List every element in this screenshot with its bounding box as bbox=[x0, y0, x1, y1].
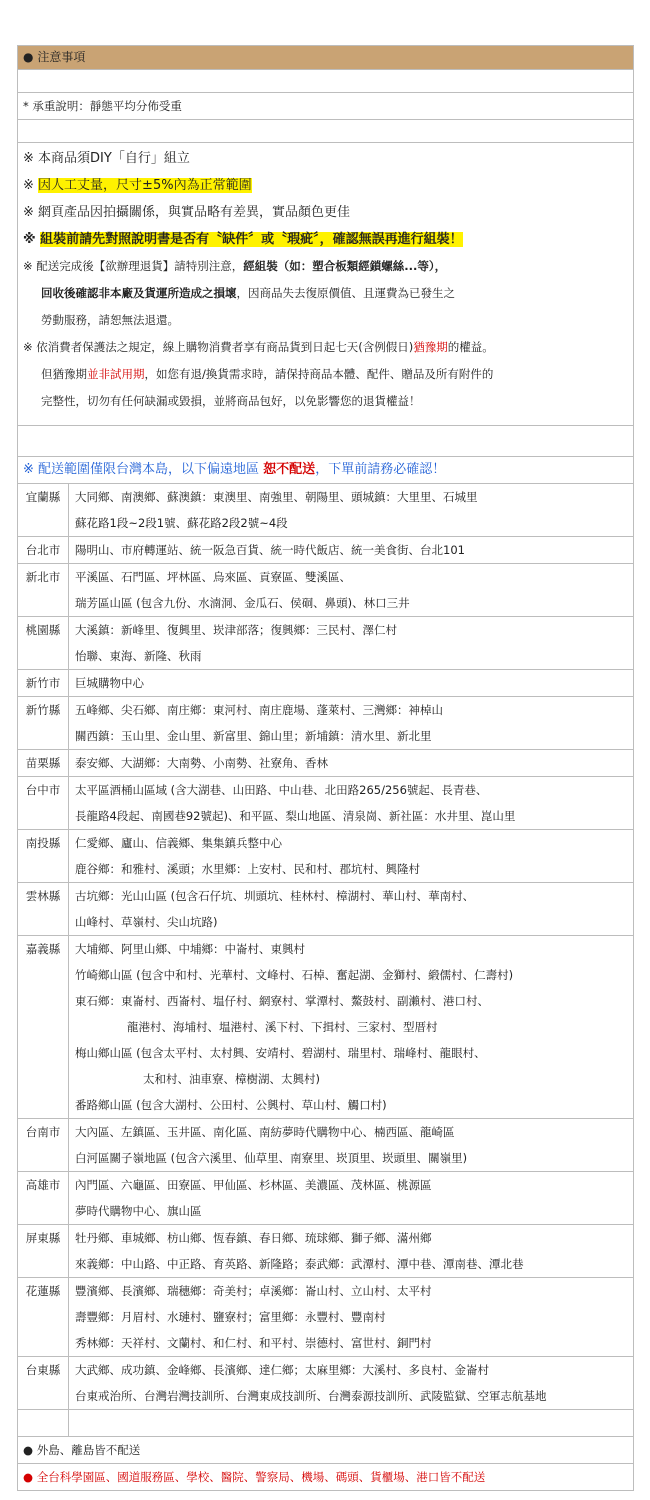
region-areas bbox=[69, 484, 634, 537]
region-area-line: 關西鎮：玉山里、金山里、新富里、錦山里；新埔鎮：清水里、新北里 bbox=[75, 729, 432, 743]
region-name: 新北市 bbox=[18, 564, 69, 617]
notes-row bbox=[18, 143, 634, 426]
region-row bbox=[18, 1225, 634, 1278]
region-area-line: 大埔鄉、阿里山鄉、中埔鄉：中崙村、東興村 bbox=[75, 942, 305, 956]
region-row bbox=[18, 617, 634, 670]
notice-panel bbox=[17, 45, 633, 1491]
region-area-line: 陽明山、市府轉運站、統一阪急百貨、統一時代飯店、統一美食街、台北101 bbox=[75, 543, 465, 557]
region-areas bbox=[69, 830, 634, 883]
region-areas bbox=[69, 1172, 634, 1225]
region-area-line: 東石鄉：東崙村、西崙村、塭仔村、網寮村、掌潭村、鰲鼓村、副瀨村、港口村、 bbox=[75, 994, 489, 1008]
region-name: 新竹縣 bbox=[18, 697, 69, 750]
region-name: 花蓮縣 bbox=[18, 1278, 69, 1357]
remote-regions bbox=[18, 484, 634, 1410]
notice-header bbox=[18, 46, 634, 70]
region-row bbox=[18, 750, 634, 777]
region-row bbox=[18, 883, 634, 936]
region-name: 桃園縣 bbox=[18, 617, 69, 670]
reference-mark-icon: ※ bbox=[23, 232, 36, 247]
note-diy: ※ 本商品須DIY「自行」組立 bbox=[23, 151, 190, 166]
notice-title: 注意事項 bbox=[37, 50, 86, 64]
region-name: 台中市 bbox=[18, 777, 69, 830]
region-row bbox=[18, 697, 634, 750]
note-return: ※ 配送完成後【欲辦理退貨】請特別注意，經組裝（如：塑合板類經鎖螺絲...等）， bbox=[23, 259, 447, 273]
region-row bbox=[18, 936, 634, 1119]
check-before-assembly-highlight: 組裝前請先對照說明書是否有〝缺件〞或〝瑕疵〞，確認無誤再進行組裝！ bbox=[40, 232, 463, 247]
delivery-range-note: ※ 配送範圍僅限台灣本島，以下偏遠地區 恕不配送，下單前請務必確認！ bbox=[18, 457, 634, 484]
note-return-cont: 回收後確認非本廠及貨運所造成之損壞，因商品失去復原價值、且運費為已發生之 bbox=[41, 286, 455, 300]
region-area-line: 台東戒治所、台灣岩灣技訓所、台灣東成技訓所、台灣泰源技訓所、武陵監獄、空軍志航基地 bbox=[75, 1389, 547, 1403]
region-name: 南投縣 bbox=[18, 830, 69, 883]
size-tolerance-highlight: 因人工丈量，尺寸±5%內為正常範圍 bbox=[38, 178, 252, 193]
region-area-line: 怡聯、東海、新隆、秋雨 bbox=[75, 649, 202, 663]
region-name: 屏東縣 bbox=[18, 1225, 69, 1278]
spacer-row bbox=[18, 120, 634, 143]
region-name: 雲林縣 bbox=[18, 883, 69, 936]
region-row bbox=[18, 564, 634, 617]
region-name: 嘉義縣 bbox=[18, 936, 69, 1119]
region-area-line: 五峰鄉、尖石鄉、南庄鄉：東河村、南庄鹿場、蓬萊村、三灣鄉：神棹山 bbox=[75, 703, 443, 717]
region-row bbox=[18, 830, 634, 883]
bearing-note: * 承重說明：靜態平均分佈受重 bbox=[18, 93, 634, 120]
notes-block bbox=[18, 143, 634, 426]
region-area-line: 仁愛鄉、廬山、信義鄉、集集鎮兵整中心 bbox=[75, 836, 282, 850]
islands-row bbox=[18, 1437, 634, 1464]
region-area-line: 龍港村、海埔村、塭港村、溪下村、下揖村、三家村、型厝村 bbox=[127, 1020, 438, 1034]
region-name: 台東縣 bbox=[18, 1357, 69, 1410]
region-area-line: 大溪鎮：新峰里、復興里、崁津部落；復興鄉：三民村、澤仁村 bbox=[75, 623, 397, 637]
region-name: 台北市 bbox=[18, 537, 69, 564]
region-area-line: 泰安鄉、大湖鄉：大南勢、小南勢、社寮角、香林 bbox=[75, 756, 328, 770]
spacer-row bbox=[18, 70, 634, 93]
region-area-line: 梅山鄉山區 (包含太平村、太村興、安靖村、碧湖村、瑞里村、瑞峰村、龍眼村、 bbox=[75, 1046, 486, 1060]
bullet-icon: ● bbox=[23, 1470, 34, 1484]
region-areas bbox=[69, 1119, 634, 1172]
region-name: 台南市 bbox=[18, 1119, 69, 1172]
region-areas bbox=[69, 617, 634, 670]
note-law-cont: 但猶豫期並非試用期，如您有退/換貨需求時，請保持商品本體、配件、贈品及所有附件的 bbox=[41, 367, 494, 381]
region-area-line: 大武鄉、成功鎮、金峰鄉、長濱鄉、達仁鄉；太麻里鄉：大溪村、多良村、金崙村 bbox=[75, 1363, 489, 1377]
region-name: 新竹市 bbox=[18, 670, 69, 697]
notice-table bbox=[17, 45, 634, 1491]
region-area-line: 太平區酒桶山區域 (含大湖巷、山田路、中山巷、北田路265/256號起、長青巷、 bbox=[75, 783, 488, 797]
region-row bbox=[18, 1172, 634, 1225]
region-areas bbox=[69, 750, 634, 777]
region-row bbox=[18, 670, 634, 697]
region-name: 宜蘭縣 bbox=[18, 484, 69, 537]
region-area-line: 白河區關子嶺地區 (包含六溪里、仙草里、南寮里、崁頂里、崁頭里、關嶺里) bbox=[75, 1151, 468, 1165]
region-area-line: 秀林鄉：天祥村、文蘭村、和仁村、和平村、崇德村、富世村、銅門村 bbox=[75, 1336, 432, 1350]
region-row bbox=[18, 1357, 634, 1410]
region-area-line: 蘇花路1段~2段1號、蘇花路2段2號~4段 bbox=[75, 516, 288, 530]
region-areas bbox=[69, 564, 634, 617]
region-area-line: 大同鄉、南澳鄉、蘇澳鎮：東澳里、南強里、朝陽里、頭城鎮：大里里、石城里 bbox=[75, 490, 478, 504]
region-row bbox=[18, 777, 634, 830]
reference-mark-icon: ※ bbox=[23, 340, 33, 354]
note-return-end: 勞動服務，請恕無法退還。 bbox=[41, 313, 179, 327]
region-area-line: 牡丹鄉、車城鄉、枋山鄉、恆春鎮、春日鄉、琉球鄉、獅子鄉、滿州鄉 bbox=[75, 1231, 432, 1245]
no-delivery-label: 恕不配送 bbox=[263, 462, 316, 477]
region-row bbox=[18, 537, 634, 564]
bullet-icon: ● bbox=[23, 1443, 34, 1457]
cooling-off-period: 猶豫期 bbox=[413, 340, 448, 354]
reference-mark-icon: ※ bbox=[23, 205, 34, 220]
note-law: ※ 依消費者保護法之規定，線上購物消費者享有商品貨到日起七天(含例假日)猶豫期的權益。 bbox=[23, 340, 494, 354]
region-area-line: 夢時代購物中心、旗山區 bbox=[75, 1204, 202, 1218]
region-areas bbox=[69, 936, 634, 1119]
note-size bbox=[23, 172, 628, 199]
region-area-line: 竹崎鄉山區 (包含中和村、光華村、文峰村、石棹、奮起湖、金獅村、緞儒村、仁壽村) bbox=[75, 968, 514, 982]
region-area-line: 古坑鄉：光山山區 (包含石仔坑、圳頭坑、桂林村、樟湖村、華山村、華南村、 bbox=[75, 889, 475, 903]
spacer-row bbox=[18, 1410, 634, 1437]
note-color: ※ 網頁產品因拍攝關係，與實品略有差異，實品顏色更佳 bbox=[23, 205, 351, 220]
islands-note: ● 外島、離島皆不配送 bbox=[18, 1437, 634, 1464]
region-area-line: 豐濱鄉、長濱鄉、瑞穗鄉：奇美村；卓溪鄉：崙山村、立山村、太平村 bbox=[75, 1284, 432, 1298]
reference-mark-icon: ※ bbox=[23, 259, 33, 273]
region-area-line: 平溪區、石門區、坪林區、烏來區、貢寮區、雙溪區、 bbox=[75, 570, 351, 584]
region-area-line: 番路鄉山區 (包含大湖村、公田村、公興村、草山村、觸口村) bbox=[75, 1098, 387, 1112]
region-row bbox=[18, 1119, 634, 1172]
region-area-line: 內門區、六龜區、田寮區、甲仙區、杉林區、美濃區、茂林區、桃源區 bbox=[75, 1178, 432, 1192]
note-law-end: 完整性，切勿有任何缺漏或毀損，並將商品包好，以免影響您的退貨權益！ bbox=[41, 394, 421, 408]
spacer-row bbox=[18, 426, 634, 457]
region-areas bbox=[69, 1357, 634, 1410]
bearing-row bbox=[18, 93, 634, 120]
region-areas bbox=[69, 670, 634, 697]
region-area-line: 長龍路4段起、南國巷92號起)、和平區、梨山地區、清泉崗、新社區：水井里、崑山里 bbox=[75, 809, 516, 823]
notice-header-row bbox=[18, 46, 634, 70]
reference-mark-icon: ※ bbox=[23, 178, 34, 193]
region-row bbox=[18, 484, 634, 537]
region-areas bbox=[69, 1278, 634, 1357]
region-row bbox=[18, 1278, 634, 1357]
region-area-line: 巨城購物中心 bbox=[75, 676, 144, 690]
delivery-row bbox=[18, 457, 634, 484]
region-area-line: 鹿谷鄉：和雅村、溪頭；水里鄉：上安村、民和村、郡坑村、興隆村 bbox=[75, 862, 420, 876]
region-areas bbox=[69, 883, 634, 936]
region-areas bbox=[69, 697, 634, 750]
region-areas bbox=[69, 1225, 634, 1278]
region-area-line: 瑞芳區山區 (包含九份、水湳洞、金瓜石、侯硐、鼻頭)、林口三井 bbox=[75, 596, 410, 610]
region-area-line: 壽豐鄉：月眉村、水璉村、鹽寮村；富里鄉：永豐村、豐南村 bbox=[75, 1310, 386, 1324]
not-trial-period: 並非試用期 bbox=[87, 367, 145, 381]
bullet-icon: ● bbox=[23, 50, 34, 64]
restricted-row bbox=[18, 1464, 634, 1491]
region-areas bbox=[69, 777, 634, 830]
restricted-note: ● 全台科學園區、國道服務區、學校、醫院、警察局、機場、碼頭、貨櫃場、港口皆不配送 bbox=[18, 1464, 634, 1491]
region-name: 高雄市 bbox=[18, 1172, 69, 1225]
region-area-line: 大內區、左鎮區、玉井區、南化區、南紡夢時代購物中心、楠西區、龍崎區 bbox=[75, 1125, 455, 1139]
region-areas bbox=[69, 537, 634, 564]
note-check bbox=[23, 226, 628, 253]
region-area-line: 太和村、油車寮、樟樹湖、太興村) bbox=[143, 1072, 320, 1086]
region-area-line: 山峰村、草嶺村、尖山坑路) bbox=[75, 915, 218, 929]
reference-mark-icon: ※ bbox=[23, 151, 34, 166]
region-name: 苗栗縣 bbox=[18, 750, 69, 777]
region-area-line: 來義鄉：中山路、中正路、育英路、新隆路；泰武鄉：武潭村、潭中巷、潭南巷、潭北巷 bbox=[75, 1257, 524, 1271]
